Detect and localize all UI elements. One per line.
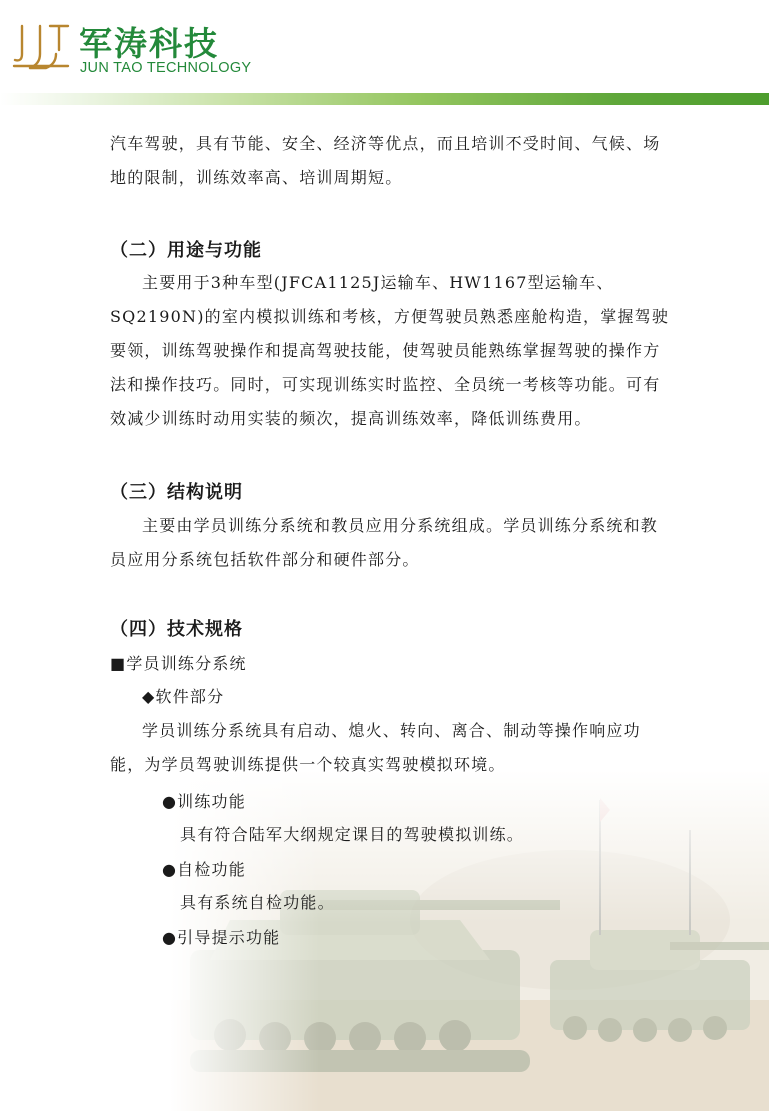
section-structure-paragraph: 主要由学员训练分系统和教员应用分系统组成。学员训练分系统和教员应用分系统包括软件部分和硬件部分。 [110, 516, 659, 569]
subsystem-label: ■学员训练分系统 [110, 654, 247, 673]
software-section-label: ◆软件部分 [142, 687, 225, 706]
section-heading-usage: （二）用途与功能 [110, 240, 262, 261]
feature-title: ●训练功能 [162, 792, 246, 811]
feature-description: 具有系统自检功能。 [180, 893, 335, 912]
section-usage-paragraph: 主要用于3种车型(JFCA1125J运输车、HW1167型运输车、SQ2190N)的室内模拟训练和考核，方便驾驶员熟悉座舱构造，掌握驾驶要领，训练驾驶操作和提高驾驶技能，使驾驶员能熟练掌握驾驶的操作方法和操作技巧。同时，可实现训练实时监控、全员统一考核等功能。可有效减少训练时动用实装的频次，提高训练效率，降低训练费用。 [110, 273, 670, 428]
brand-name-english: JUN TAO TECHNOLOGY [80, 60, 252, 76]
brand-name-chinese: 军涛科技 [79, 24, 219, 63]
feature-description: 具有符合陆军大纲规定课目的驾驶模拟训练。 [180, 825, 525, 844]
section-heading-structure: （三）结构说明 [110, 482, 243, 503]
feature-title: ●引导提示功能 [162, 928, 281, 947]
software-description: 学员训练分系统具有启动、熄火、转向、离合、制动等操作响应功能，为学员驾驶训练提供一个较真实驾驶模拟环境。 [110, 721, 641, 774]
section-heading-specs: （四）技术规格 [110, 619, 243, 640]
feature-title: ●自检功能 [162, 860, 246, 879]
intro-continuation-paragraph: 汽车驾驶，具有节能、安全、经济等优点，而且培训不受时间、气候、场地的限制，训练效率高、培训周期短。 [110, 134, 661, 187]
